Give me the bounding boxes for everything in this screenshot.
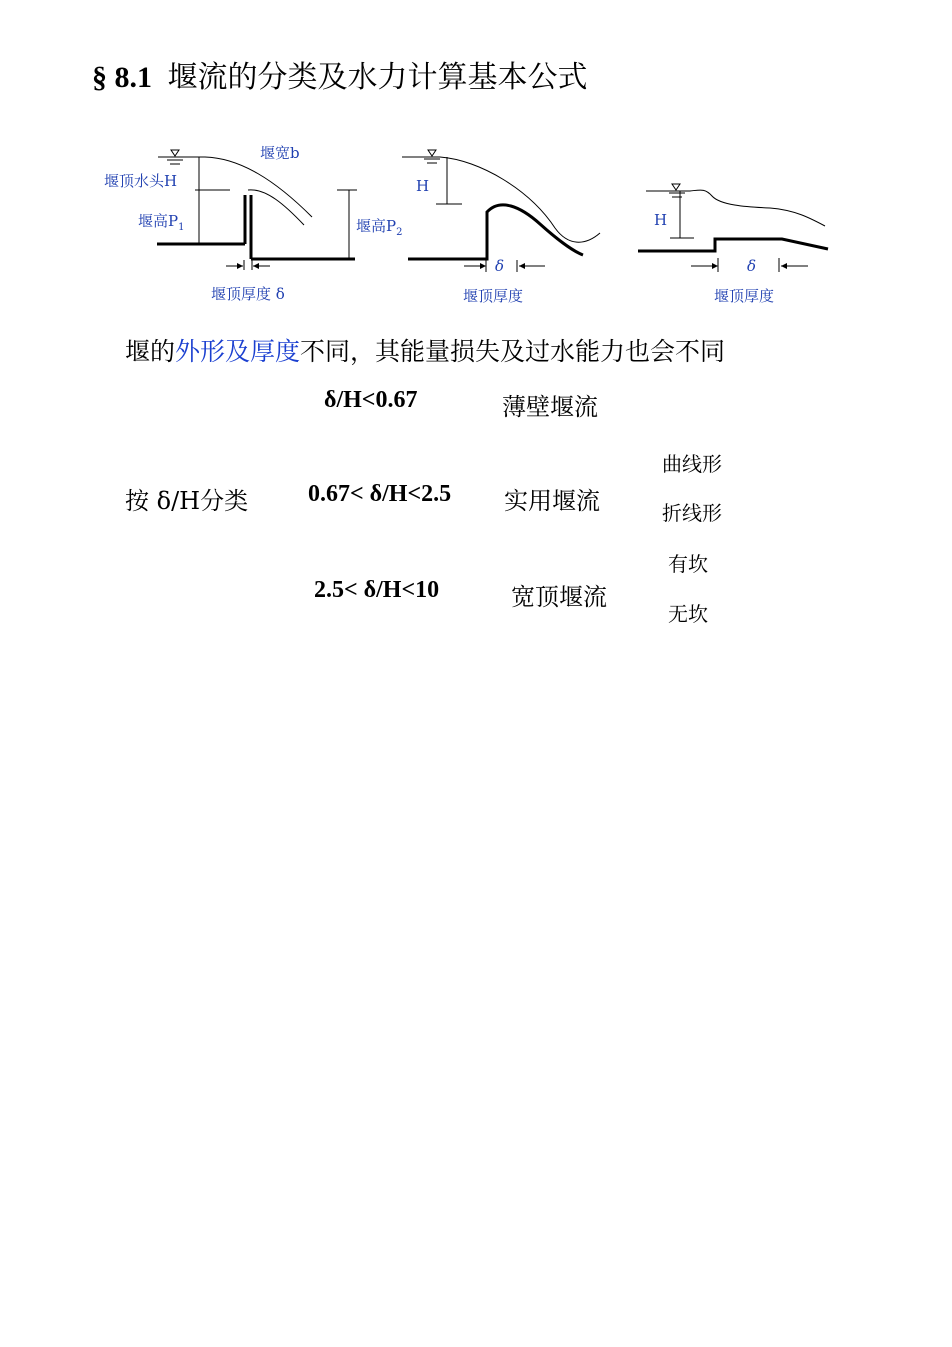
weir2-delta-label: δ bbox=[495, 257, 505, 275]
section-number: § 8.1 bbox=[92, 61, 152, 94]
weir-width-label: 堰宽b bbox=[260, 144, 300, 162]
weir3-thickness-label: 堰顶厚度 bbox=[714, 287, 775, 305]
weir2-head-label: H bbox=[416, 177, 430, 195]
type-thin-plate-weir: 薄壁堰流 bbox=[502, 393, 598, 421]
subtype-with-sill: 有坎 bbox=[668, 552, 708, 576]
subtype-without-sill: 无坎 bbox=[668, 602, 708, 626]
condition-broad-crested: 2.5< δ/H<10 bbox=[314, 577, 440, 603]
weir-figure bbox=[0, 0, 952, 320]
weir-height-p1-label: 堰高$P_1$ bbox=[138, 212, 185, 233]
highlight-text: 外形及厚度 bbox=[175, 337, 301, 366]
weir3-head-label: H bbox=[654, 211, 668, 229]
weir3-delta-label: δ bbox=[747, 257, 757, 275]
subtype-polyline: 折线形 bbox=[662, 501, 722, 525]
weir2-thickness-label: 堰顶厚度 bbox=[463, 287, 524, 305]
subtype-curved: 曲线形 bbox=[662, 452, 722, 476]
classification-prefix: 按 δ/H分类 bbox=[125, 487, 249, 515]
weir-head-label: 堰顶水头H bbox=[104, 172, 178, 190]
weir-height-p2-label: 堰高$P_2$ bbox=[356, 217, 403, 238]
weir-practical-diagram bbox=[402, 150, 600, 272]
description-sentence: 堰的外形及厚度不同，其能量损失及过水能力也会不同 bbox=[125, 337, 726, 366]
condition-practical: 0.67< δ/H<2.5 bbox=[308, 481, 452, 507]
section-title-text: 堰流的分类及水力计算基本公式 bbox=[167, 60, 588, 95]
condition-thin-plate: δ/H<0.67 bbox=[324, 387, 418, 413]
type-practical-weir: 实用堰流 bbox=[504, 487, 600, 515]
weir1-thickness-label: 堰顶厚度 δ bbox=[211, 285, 285, 303]
weir-sharp-crested-diagram bbox=[157, 150, 357, 270]
type-broad-crested-weir: 宽顶堰流 bbox=[511, 583, 607, 611]
